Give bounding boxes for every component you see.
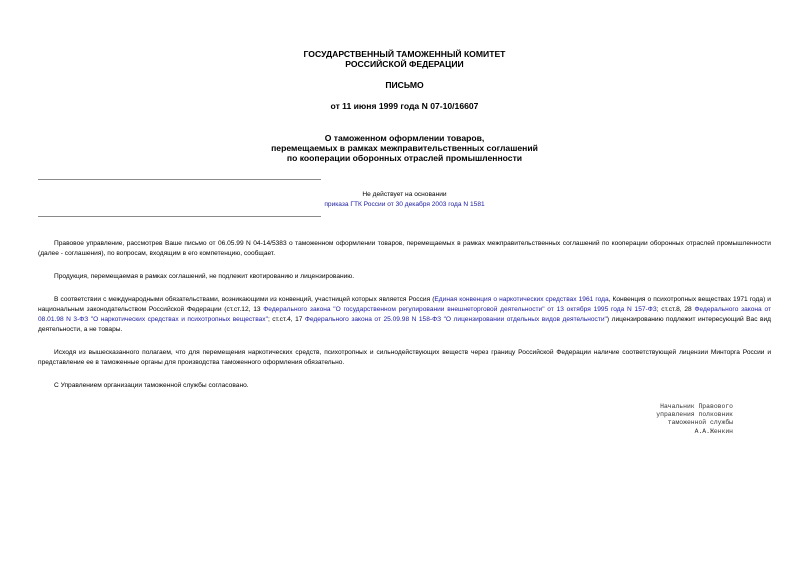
- signature-block: [656, 403, 733, 436]
- signature-line-4: А.А.Женкин: [694, 427, 733, 435]
- issuing-organization: [38, 49, 771, 69]
- signature-line-3: таможенной службы: [667, 419, 733, 427]
- subject-line-3: по кооперации оборонных отраслей промышленности: [286, 153, 523, 163]
- divider-bottom: [38, 216, 321, 217]
- status-link[interactable]: приказа ГТК России от 30 декабря 2003 года N 1581: [324, 201, 485, 208]
- link-law-157fz[interactable]: Федерального закона "О государственном регулировании внешнеторговой деятельности" от 13 октября 1995 года N 157-ФЗ: [263, 306, 657, 313]
- subject-line-2: перемещаемых в рамках межправительственных соглашений: [271, 143, 538, 153]
- signature-line-1: Начальник Правового: [660, 403, 733, 410]
- paragraph-2: Продукция, перемещаемая в рамках соглашений, не подлежит квотированию и лицензированию.: [54, 273, 355, 280]
- org-line-2: РОССИЙСКОЙ ФЕДЕРАЦИИ: [345, 59, 464, 69]
- p3-text-4: ; ст.ст.4, 17: [267, 316, 305, 323]
- p3-text-2: , Конвенция о психотропных веществах 1971 года) и национальным законодательством Российской Федерации (ст.ст.12, 13: [38, 296, 771, 313]
- document-body: [38, 239, 771, 404]
- paragraph-1: Правовое управление, рассмотрев Ваше письмо от 06.05.99 N 04-14/5383 о таможенном оформлении товаров, перемещаемых в рамках межправительственных соглашений по кооперации оборонных отраслей промышленности (далее - соглашения), по вопросам, входящим в его компетенцию, сообщает.: [38, 240, 771, 257]
- paragraph-3: [38, 295, 771, 335]
- paragraph-5: С Управлением организации таможенной службы согласовано.: [54, 382, 249, 389]
- subject-line-1: О таможенном оформлении товаров,: [324, 133, 485, 143]
- p3-text-3: ; ст.ст.8, 28: [656, 306, 695, 313]
- paragraph-4: Исходя из вышесказанного полагаем, что для перемещения наркотических средств, психотропных и сильнодействующих веществ через границу Российской Федерации наличие соответствующей лицензии Минторга России и представление ее в таможенные органы для производства таможенного оформления обязательно.: [38, 349, 771, 366]
- divider-top: [38, 179, 321, 180]
- doc-date-label: от 11 июня 1999 года N 07-10/16607: [330, 101, 479, 111]
- p3-text-5: ) лицензированию подлежит интересующий Вас вид деятельности, а не товары.: [38, 316, 772, 333]
- document-type: [38, 80, 771, 90]
- link-single-convention[interactable]: Единая конвенция о наркотических средствах 1961 года: [434, 296, 609, 303]
- status-note: [38, 190, 771, 210]
- status-text: Не действует на основании: [362, 191, 447, 198]
- document-page: [38, 0, 771, 571]
- document-subject: [38, 133, 771, 163]
- doc-type-label: ПИСЬМО: [385, 80, 424, 90]
- signature-line-2: управления полковник: [656, 411, 733, 419]
- org-line-1: ГОСУДАРСТВЕННЫЙ ТАМОЖЕННЫЙ КОМИТЕТ: [303, 49, 506, 59]
- link-law-158fz[interactable]: Федерального закона от 25.09.98 N 158-ФЗ "О лицензировании отдельных видов деятельности": [304, 316, 607, 323]
- p3-text-1: В соответствии с международными обязательствами, возникающими из конвенций, участницей которых является Россия (: [54, 296, 435, 303]
- document-date: [38, 101, 771, 111]
- link-law-3fz[interactable]: Федерального закона от 08.01.98 N 3-ФЗ "О наркотических средствах и психотропных веществах": [38, 306, 772, 323]
